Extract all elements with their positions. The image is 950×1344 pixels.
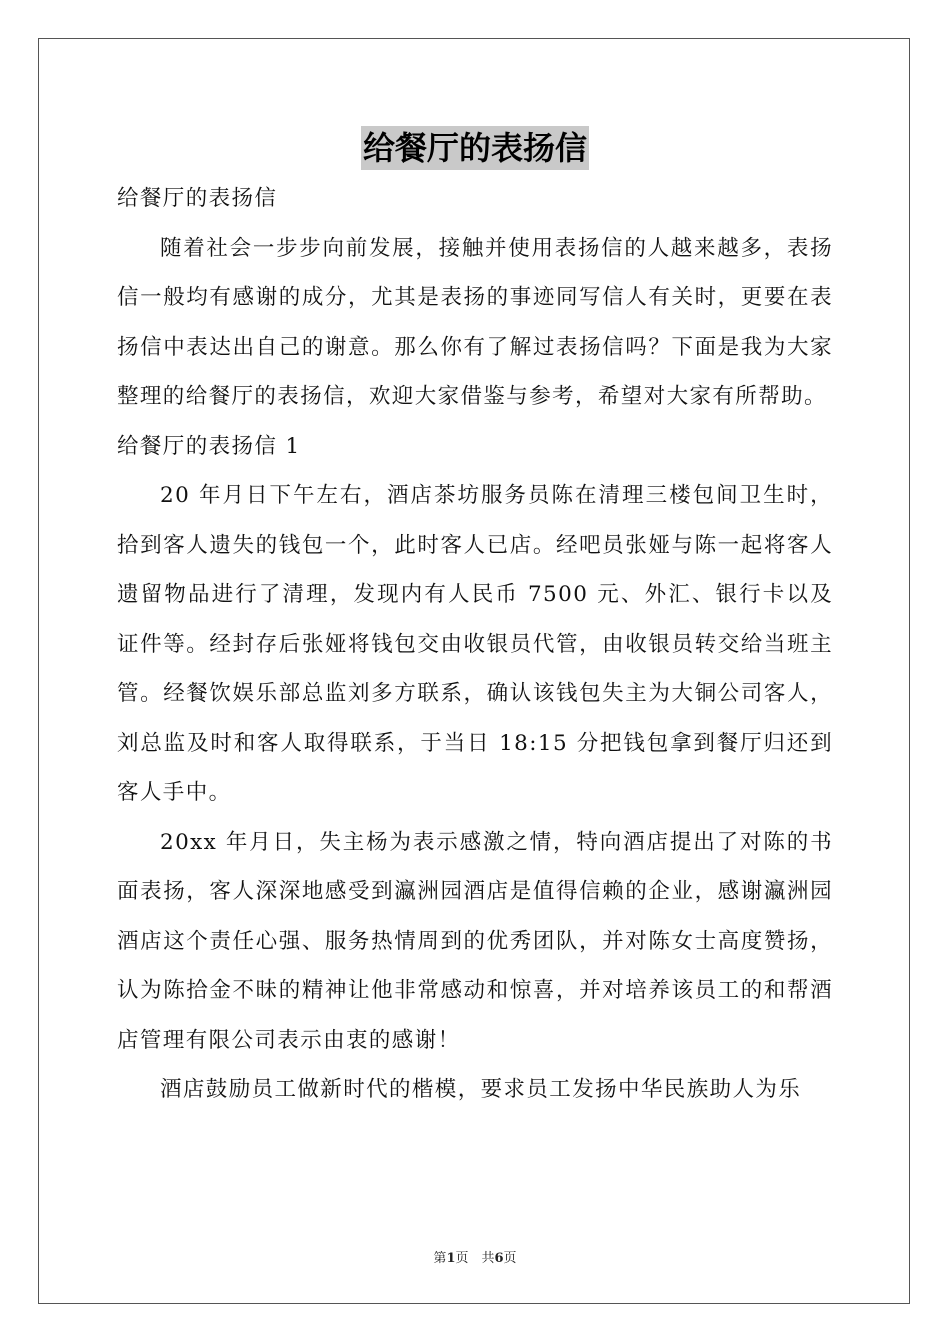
paragraph: 20 年月日下午左右，酒店茶坊服务员陈在清理三楼包间卫生时，拾到客人遗失的钱包一个，此时客人已店。经吧员张娅与陈一起将客人遗留物品进行了清理，发现内有人民币 7500 元、外汇、银行卡以及证件等。经封存后张娅将钱包交由收银员代管，由收银员转交给当班主管。经餐饮娱乐部总监刘多方联系，确认该钱包失主为大铜公司客人，刘总监及时和客人取得联系，于当日 18:15 分把钱包拿到餐厅归还到客人手中。 <box>117 483 833 805</box>
footer-page-suffix: 页 <box>503 1251 517 1266</box>
paragraph: 20xx 年月日，失主杨为表示感激之情，特向酒店提出了对陈的书面表扬，客人深深地感受到瀛洲园酒店是值得信赖的企业，感谢瀛洲园酒店这个责任心强、服务热情周到的优秀团队，并对陈女士高度赞扬，认为陈拾金不昧的精神让他非常感动和惊喜，并对培养该员工的和帮酒店管理有限公司表示由衷的感谢！ <box>117 829 833 1053</box>
page-footer <box>0 1247 950 1266</box>
section-heading: 给餐厅的表扬信 1 <box>117 433 301 459</box>
paragraph: 酒店鼓励员工做新时代的楷模，要求员工发扬中华民族助人为乐 <box>160 1077 802 1102</box>
footer-page-mid: 页 共 <box>455 1251 495 1266</box>
footer-page-current: 1 <box>446 1251 456 1266</box>
title-wrap <box>0 126 950 170</box>
footer-page-prefix: 第 <box>433 1251 447 1266</box>
paragraph: 随着社会一步步向前发展，接触并使用表扬信的人越来越多，表扬信一般均有感谢的成分，尤其是表扬的事迹同写信人有关时，更要在表扬信中表达出自己的谢意。那么你有了解过表扬信吗？下面是我为大家整理的给餐厅的表扬信，欢迎大家借鉴与参考，希望对大家有所帮助。 <box>117 235 833 409</box>
document-body <box>117 174 833 1115</box>
footer-page-total: 6 <box>494 1251 504 1266</box>
paragraph: 给餐厅的表扬信 <box>117 186 278 211</box>
document-title: 给餐厅的表扬信 <box>361 126 589 170</box>
